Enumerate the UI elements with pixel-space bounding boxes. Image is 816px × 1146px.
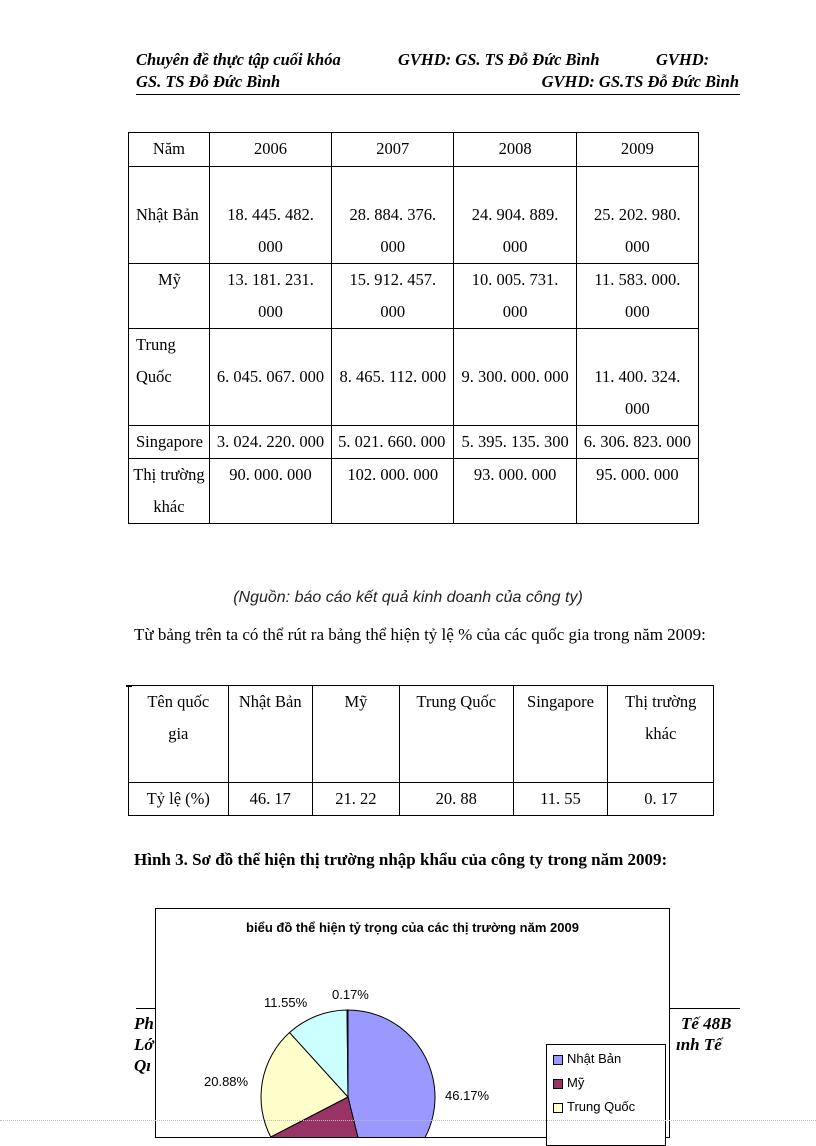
- row-label: Tỷ lệ (%): [129, 783, 229, 816]
- table-cell: 25. 202. 980. 000: [576, 167, 698, 264]
- table-cell: 11. 55: [513, 783, 608, 816]
- footer-fragment: Tế 48B: [681, 1014, 732, 1033]
- header-divider: [136, 94, 740, 95]
- table-cell: 90. 000. 000: [209, 459, 331, 524]
- row-label: Singapore: [129, 426, 210, 459]
- table-header-cell: Năm: [129, 133, 210, 167]
- header-advisor-full: GVHD: GS.TS Đỗ Đức Bình: [541, 72, 739, 91]
- table-header-cell: Mỹ: [312, 686, 399, 783]
- table-header-row: [129, 133, 699, 167]
- data-label: 20.88%: [204, 1074, 249, 1089]
- table-row: [129, 167, 699, 264]
- table-cell: 18. 445. 482. 000: [209, 167, 331, 264]
- table-cell: 11. 400. 324. 000: [576, 329, 698, 426]
- header-advisor-label: GVHD:: [656, 50, 710, 69]
- table-header-row: [129, 686, 714, 783]
- legend-item: [553, 1075, 584, 1090]
- table-cell: 5. 021. 660. 000: [332, 426, 454, 459]
- table-cell: 95. 000. 000: [576, 459, 698, 524]
- header-advisor-name: GS. TS Đỗ Đức Bình: [136, 72, 281, 91]
- table-header-cell: Singapore: [513, 686, 608, 783]
- table-cell: 3. 024. 220. 000: [209, 426, 331, 459]
- legend-item: [553, 1099, 635, 1114]
- legend-label: Mỹ: [567, 1075, 585, 1090]
- table-cell: 0. 17: [608, 783, 714, 816]
- data-label: 0.17%: [332, 987, 369, 1002]
- table-cell: 9. 300. 000. 000: [454, 329, 576, 426]
- table-cell: 13. 181. 231. 000: [209, 264, 331, 329]
- table-row: [129, 426, 699, 459]
- data-label: 11.55%: [264, 995, 308, 1010]
- table-cell: 11. 583. 000. 000: [576, 264, 698, 329]
- table-header-cell: 2006: [209, 133, 331, 167]
- table-cell: 8. 465. 112. 000: [332, 329, 454, 426]
- table-cell: 15. 912. 457. 000: [332, 264, 454, 329]
- table-header-cell: 2008: [454, 133, 576, 167]
- pie-chart: [155, 908, 670, 1138]
- legend-label: Trung Quốc: [567, 1099, 636, 1114]
- footer-fragment: Lớ: [134, 1035, 154, 1054]
- table-row: [129, 329, 699, 426]
- footer-fragment: Qı: [134, 1056, 151, 1075]
- data-label: 46.17%: [445, 1088, 490, 1103]
- chart-title: biểu đồ thể hiện tỷ trọng của các thị trường năm 2009: [246, 920, 579, 935]
- table-cell: 10. 005. 731. 000: [454, 264, 576, 329]
- table-cell: 28. 884. 376. 000: [332, 167, 454, 264]
- row-label: Trung Quốc: [129, 329, 210, 426]
- body-paragraph: Từ bảng trên ta có thể rút ra bảng thể hiện tỷ lệ % của các quốc gia trong năm 2009:: [134, 625, 706, 644]
- figure-title: Hình 3. Sơ đồ thể hiện thị trường nhập khẩu của công ty trong năm 2009:: [134, 850, 668, 869]
- chart-legend: [546, 1044, 666, 1146]
- page-bottom-edge: [0, 1120, 816, 1121]
- pie-slice-nhật-bản: [348, 1010, 435, 1137]
- legend-label: Nhật Bản: [567, 1051, 622, 1066]
- header-title: Chuyên đề thực tập cuối khóa: [136, 50, 341, 69]
- table-cell: 20. 88: [399, 783, 513, 816]
- legend-swatch: [553, 1079, 563, 1089]
- source-note: (Nguồn: báo cáo kết quả kinh doanh của công ty): [233, 589, 583, 606]
- table-header-cell: Thị trường khác: [608, 686, 714, 783]
- header-advisor: GVHD: GS. TS Đỗ Đức Bình: [398, 50, 600, 69]
- row-label: Thị trường khác: [129, 459, 210, 524]
- page-header: [136, 50, 739, 94]
- table-cell: 6. 045. 067. 000: [209, 329, 331, 426]
- table-cell: 6. 306. 823. 000: [576, 426, 698, 459]
- table-cell: 21. 22: [312, 783, 399, 816]
- table-header-cell: Trung Quốc: [399, 686, 513, 783]
- row-label: Mỹ: [129, 264, 210, 329]
- table-header-cell: 2007: [332, 133, 454, 167]
- legend-swatch: [553, 1103, 563, 1113]
- table-cell: 93. 000. 000: [454, 459, 576, 524]
- table-row: [129, 459, 699, 524]
- table-cell: 24. 904. 889. 000: [454, 167, 576, 264]
- table-cell: 102. 000. 000: [332, 459, 454, 524]
- legend-swatch: [553, 1055, 563, 1065]
- table-header-cell: Nhật Bản: [228, 686, 312, 783]
- legend-item: [553, 1051, 621, 1066]
- table-row: [129, 264, 699, 329]
- table-cell: 5. 395. 135. 300: [454, 426, 576, 459]
- percentage-table: [128, 685, 714, 816]
- table-cell: 46. 17: [228, 783, 312, 816]
- table-header-cell: 2009: [576, 133, 698, 167]
- row-label: Nhật Bản: [129, 167, 210, 264]
- table-header-cell: Tên quốc gia: [129, 686, 229, 783]
- table-row: [129, 783, 714, 816]
- footer-fragment: Ph: [134, 1014, 154, 1033]
- footer-fragment: ınh Tế: [676, 1035, 722, 1054]
- import-value-table: [128, 132, 699, 524]
